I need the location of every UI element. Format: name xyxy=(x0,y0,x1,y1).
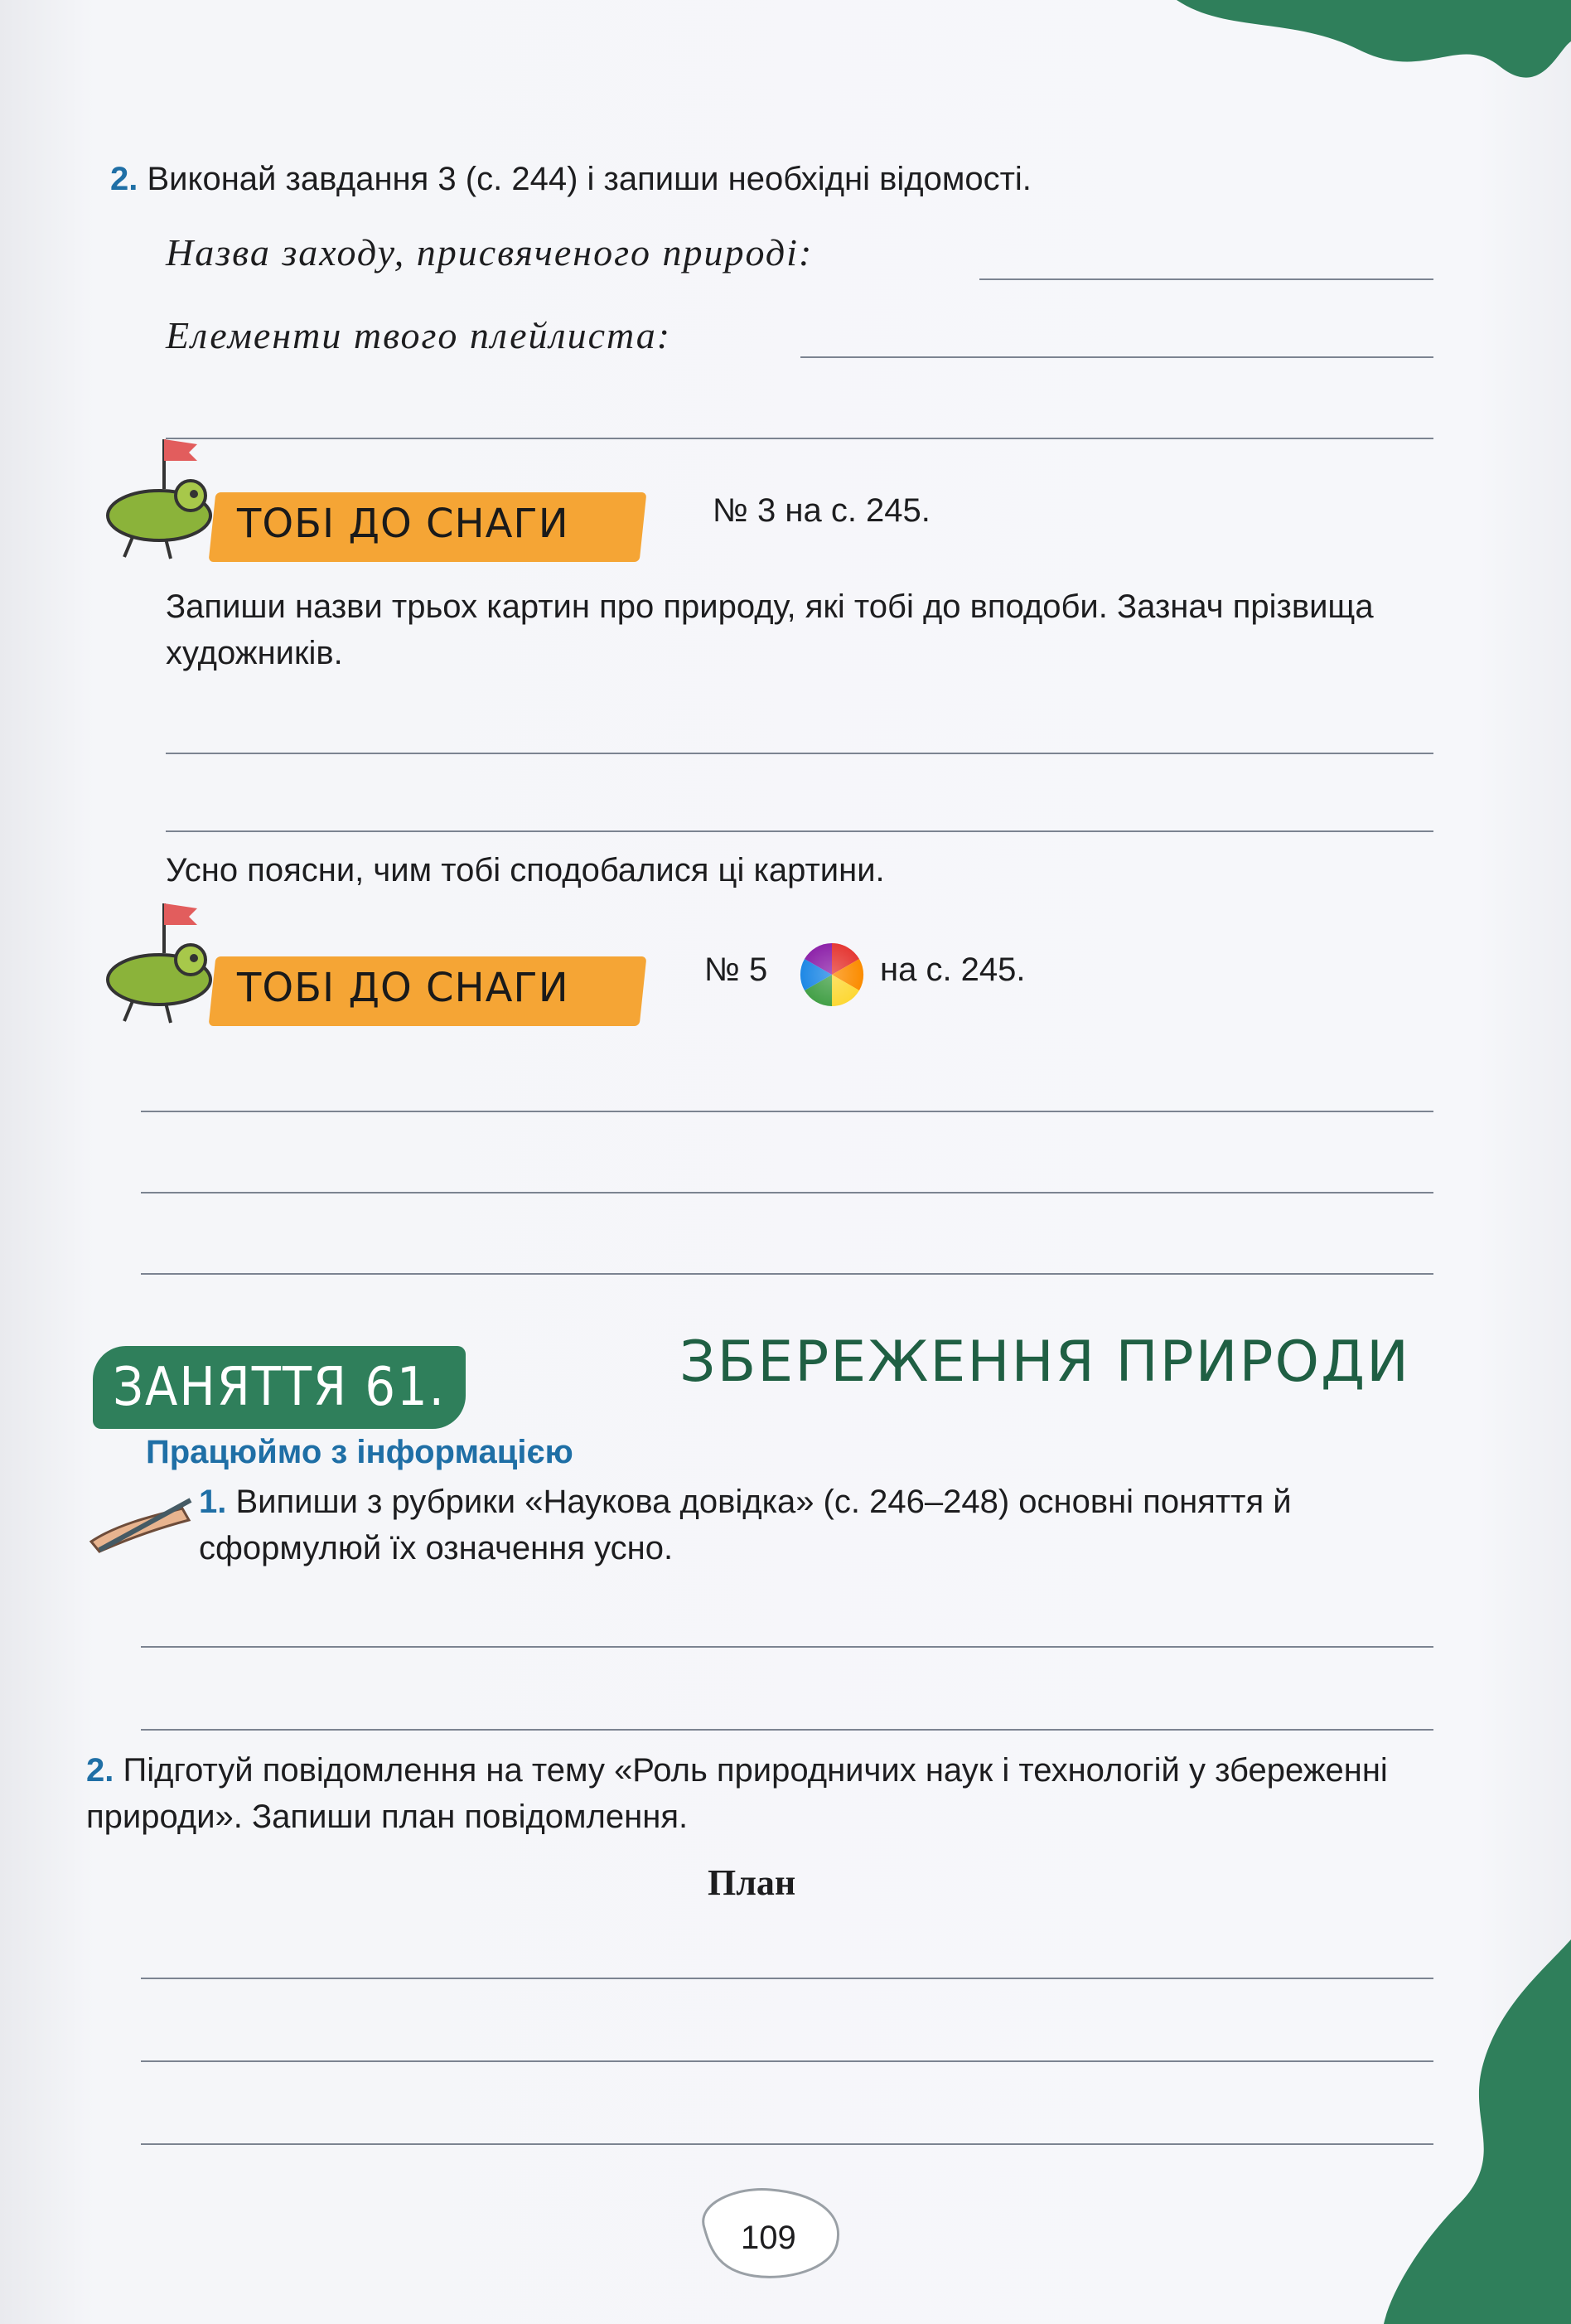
page-number: 109 xyxy=(741,2220,796,2256)
plan-title: План xyxy=(708,1862,796,1903)
color-wheel-icon xyxy=(799,942,865,1008)
challenge-reference-page: на с. 245. xyxy=(880,951,1026,988)
writing-hand-icon xyxy=(83,1492,199,1558)
answer-line[interactable] xyxy=(166,753,1433,754)
oral-explanation-text: Усно поясни, чим тобі сподобалися ці картини. xyxy=(166,852,885,888)
answer-line[interactable] xyxy=(141,2060,1433,2062)
challenge-banner-label: ТОБІ ДО СНАГИ xyxy=(237,501,569,547)
task-text: Виконай завдання 3 (с. 244) і запиши необхідні відомості. xyxy=(147,161,1032,197)
playlist-label: Елементи твого плейлиста: xyxy=(166,314,672,356)
challenge-banner-label: ТОБІ ДО СНАГИ xyxy=(237,965,569,1011)
task-text: Випиши з рубрики «Наукова довідка» (с. 246–248) основні поняття й сформулюй їх означення усно. xyxy=(199,1484,1292,1566)
lesson-tag: ЗАНЯТТЯ 61. xyxy=(93,1346,466,1429)
task-number: 1. xyxy=(199,1484,227,1520)
answer-line[interactable] xyxy=(141,1978,1433,1979)
task-text: Підготуй повідомлення на тему «Роль природничих наук і технологій у збереженні природи». Запиши план повідомлення. xyxy=(86,1752,1388,1835)
answer-line[interactable] xyxy=(141,1273,1433,1275)
corner-leaf-decoration xyxy=(1110,0,1571,133)
answer-line[interactable] xyxy=(141,2143,1433,2145)
challenge-reference: № 3 на с. 245. xyxy=(713,492,931,529)
section-heading: Працюймо з інформацією xyxy=(146,1434,573,1470)
beetle-mascot-icon xyxy=(99,431,224,564)
task-2-top xyxy=(110,156,1032,202)
corner-leaf-decoration-bottom xyxy=(1359,1939,1571,2324)
answer-line[interactable] xyxy=(800,356,1433,358)
task-2 xyxy=(86,1747,1445,1840)
challenge-reference-number: № 5 xyxy=(704,951,768,988)
answer-line[interactable] xyxy=(141,1729,1433,1731)
answer-line[interactable] xyxy=(141,1192,1433,1193)
answer-line[interactable] xyxy=(141,1646,1433,1648)
task-number: 2. xyxy=(86,1752,114,1789)
answer-line[interactable] xyxy=(141,1111,1433,1112)
paintings-task-text: Запиши назви трьох картин про природу, які тобі до вподоби. Зазнач прізвища художників. xyxy=(166,588,1374,671)
task-1 xyxy=(199,1479,1442,1571)
lesson-title: ЗБЕРЕЖЕННЯ ПРИРОДИ xyxy=(679,1329,1411,1395)
task-number: 2. xyxy=(110,161,138,197)
answer-line[interactable] xyxy=(166,438,1433,439)
answer-line[interactable] xyxy=(166,830,1433,832)
answer-line[interactable] xyxy=(979,278,1433,280)
beetle-mascot-icon xyxy=(99,895,224,1028)
event-name-label: Назва заходу, присвяченого природі: xyxy=(166,231,814,274)
